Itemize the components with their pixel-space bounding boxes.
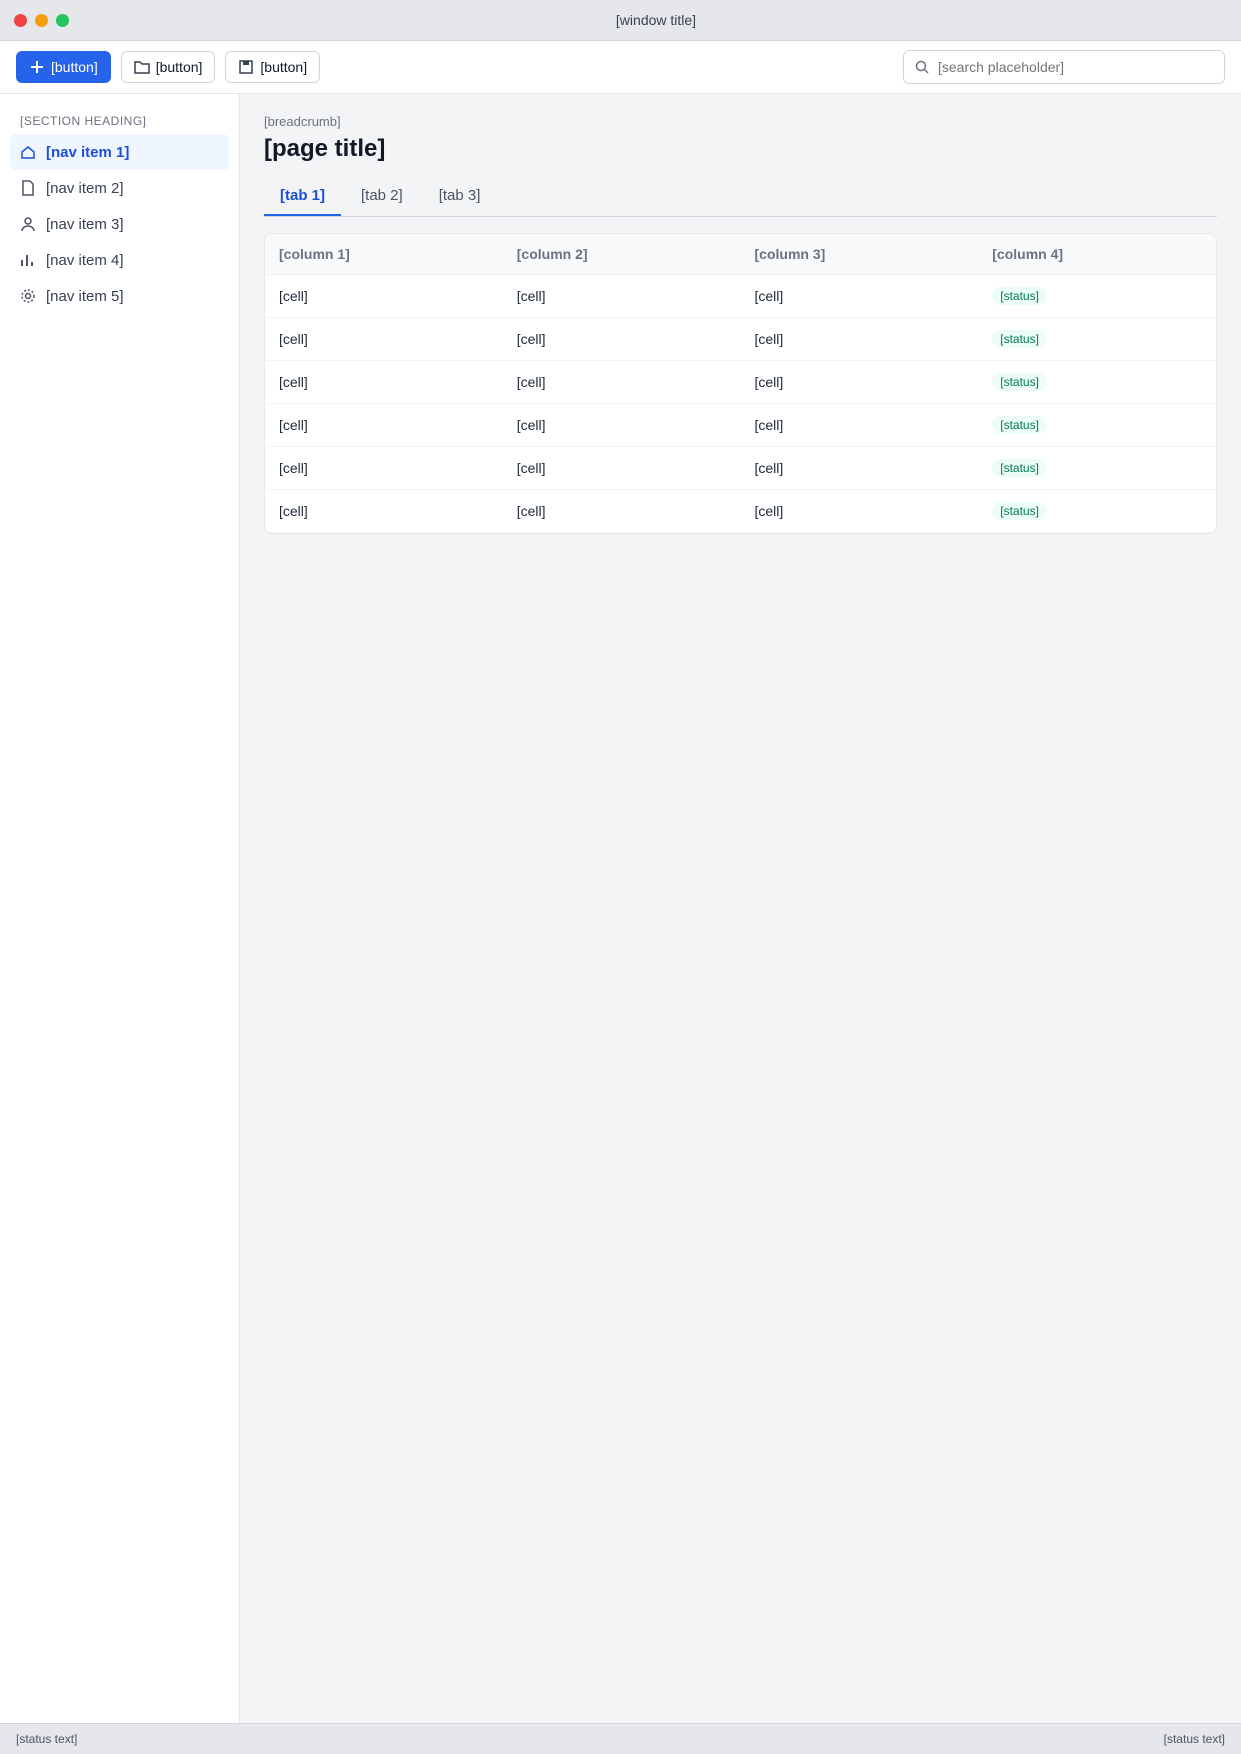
table-cell (978, 404, 1216, 447)
save-button[interactable] (225, 51, 320, 83)
users-icon (20, 216, 36, 232)
sidebar-item-label: [nav item 5] (46, 287, 124, 305)
table-cell (978, 275, 1216, 318)
table-cell: [cell] (503, 447, 741, 490)
main-content (240, 94, 1241, 1723)
table-cell (978, 318, 1216, 361)
status-bar (0, 1723, 1241, 1754)
maximize-window-button[interactable] (56, 14, 69, 27)
status-badge: [status] (992, 287, 1047, 305)
status-badge: [status] (992, 416, 1047, 434)
table-header-row (265, 234, 1216, 275)
table-row[interactable] (265, 275, 1216, 318)
tab-bar (264, 177, 1217, 217)
table-cell: [cell] (265, 447, 503, 490)
column-header[interactable]: [column 2] (503, 234, 741, 275)
toolbar (0, 41, 1241, 94)
column-header[interactable]: [column 1] (265, 234, 503, 275)
data-table (265, 234, 1216, 533)
search-box (903, 50, 1225, 84)
tab-2[interactable]: [tab 2] (361, 187, 403, 204)
plus-icon (29, 59, 45, 75)
new-button-label: [button] (51, 59, 98, 75)
document-icon (20, 180, 36, 196)
table-cell: [cell] (741, 361, 979, 404)
table-cell: [cell] (741, 490, 979, 533)
gear-icon (20, 288, 36, 304)
search-icon (914, 59, 930, 75)
table-row[interactable] (265, 361, 1216, 404)
save-button-label: [button] (260, 59, 308, 75)
status-right: [status text] (1163, 1732, 1225, 1746)
table-cell: [cell] (741, 318, 979, 361)
minimize-window-button[interactable] (35, 14, 48, 27)
chart-icon (20, 252, 36, 268)
table-row[interactable] (265, 318, 1216, 361)
sidebar-item-label: [nav item 1] (46, 143, 130, 161)
table-cell: [cell] (265, 275, 503, 318)
folder-icon (134, 59, 150, 75)
open-button-label: [button] (155, 59, 203, 75)
table-cell: [cell] (503, 490, 741, 533)
sidebar-item-1[interactable] (10, 134, 229, 170)
search-input[interactable] (936, 58, 1214, 76)
breadcrumb: [breadcrumb] (264, 114, 341, 129)
table-cell (978, 490, 1216, 533)
status-badge: [status] (992, 330, 1047, 348)
table-cell: [cell] (741, 275, 979, 318)
title-bar (0, 0, 1241, 41)
open-button[interactable] (121, 51, 216, 83)
sidebar-item-label: [nav item 2] (46, 179, 124, 197)
sidebar-item-label: [nav item 3] (46, 215, 124, 233)
tab-3[interactable]: [tab 3] (438, 187, 481, 204)
window-controls (14, 14, 69, 27)
table-cell: [cell] (741, 404, 979, 447)
sidebar-item-3[interactable] (10, 206, 229, 242)
page-title: [page title] (264, 135, 386, 162)
sidebar-item-label: [nav item 4] (46, 251, 124, 269)
table-row[interactable] (265, 447, 1216, 490)
table-cell: [cell] (503, 361, 741, 404)
table-cell: [cell] (265, 361, 503, 404)
status-badge: [status] (992, 502, 1047, 520)
table-cell: [cell] (503, 404, 741, 447)
table-row[interactable] (265, 404, 1216, 447)
table-cell (978, 447, 1216, 490)
close-window-button[interactable] (14, 14, 27, 27)
status-left: [status text] (16, 1732, 78, 1746)
table-row[interactable] (265, 490, 1216, 533)
window-title: [window title] (615, 12, 697, 28)
status-badge: [status] (992, 459, 1047, 477)
workspace (0, 94, 1241, 1723)
sidebar-item-4[interactable] (10, 242, 229, 278)
home-icon (20, 144, 36, 160)
sidebar-item-5[interactable] (10, 278, 229, 314)
table-cell: [cell] (265, 404, 503, 447)
table-cell: [cell] (503, 318, 741, 361)
column-header[interactable]: [column 4] (978, 234, 1216, 275)
tab-1[interactable]: [tab 1] (264, 177, 341, 216)
status-badge: [status] (992, 373, 1047, 391)
table-cell: [cell] (265, 318, 503, 361)
table-cell: [cell] (741, 447, 979, 490)
new-button[interactable] (16, 51, 111, 83)
save-icon (238, 59, 254, 75)
data-table-panel (264, 233, 1217, 534)
sidebar-item-2[interactable] (10, 170, 229, 206)
table-cell (978, 361, 1216, 404)
column-header[interactable]: [column 3] (741, 234, 979, 275)
table-cell: [cell] (265, 490, 503, 533)
table-cell: [cell] (503, 275, 741, 318)
sidebar (0, 94, 240, 1723)
sidebar-heading: [SECTION HEADING] (20, 114, 147, 128)
